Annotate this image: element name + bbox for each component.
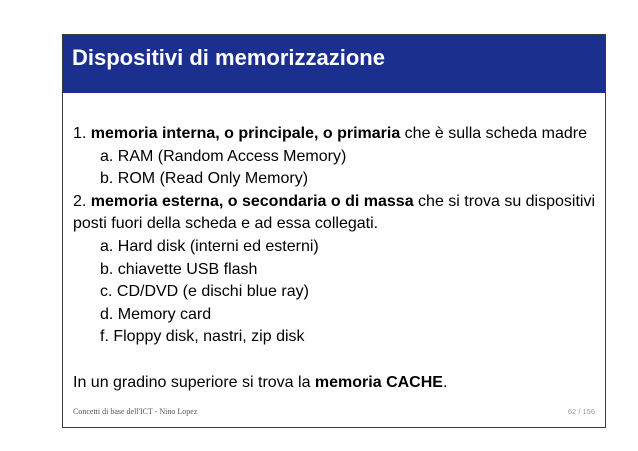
list-number: 2. (73, 192, 91, 210)
sub-item-floppy: f. Floppy disk, nastri, zip disk (100, 328, 305, 346)
cache-term: memoria CACHE (314, 373, 443, 391)
list-number: 1. (73, 125, 91, 142)
footer-credit: Concetti di base dell'ICT - Nino Lopez (73, 407, 198, 416)
cache-sentence (73, 372, 595, 395)
list-item-secondary-memory (73, 191, 595, 236)
sub-item-memory-card: d. Memory card (100, 305, 212, 323)
list-item-primary-memory (73, 123, 595, 146)
sub-item-rom: b. ROM (Read Only Memory) (100, 170, 309, 188)
cache-suffix: . (442, 373, 448, 391)
spacer (73, 349, 595, 372)
sub-item-cd-dvd: c. CD/DVD (e dischi blue ray) (100, 283, 309, 301)
title-bar (63, 35, 605, 93)
slide-title: Dispositivi di memorizzazione (72, 45, 385, 70)
primary-memory-description: che è sulla scheda madre (400, 125, 587, 142)
sub-item-hard-disk: a. Hard disk (interni ed esterni) (100, 237, 319, 255)
slide-body (73, 123, 595, 394)
sub-item-ram: a. RAM (Random Access Memory) (100, 147, 347, 165)
secondary-memory-term: memoria esterna, o secondaria o di massa (90, 192, 414, 210)
page-number: 62 / 156 (567, 407, 595, 416)
slide (62, 34, 606, 428)
secondary-memory-description: che si trova su dispositivi posti fuori della scheda e ad essa collegati. (73, 192, 596, 233)
sub-item-usb-flash: b. chiavette USB flash (100, 260, 258, 278)
primary-memory-term: memoria interna, o principale, o primaria (90, 125, 401, 142)
cache-prefix: In un gradino superiore si trova la (73, 373, 315, 391)
